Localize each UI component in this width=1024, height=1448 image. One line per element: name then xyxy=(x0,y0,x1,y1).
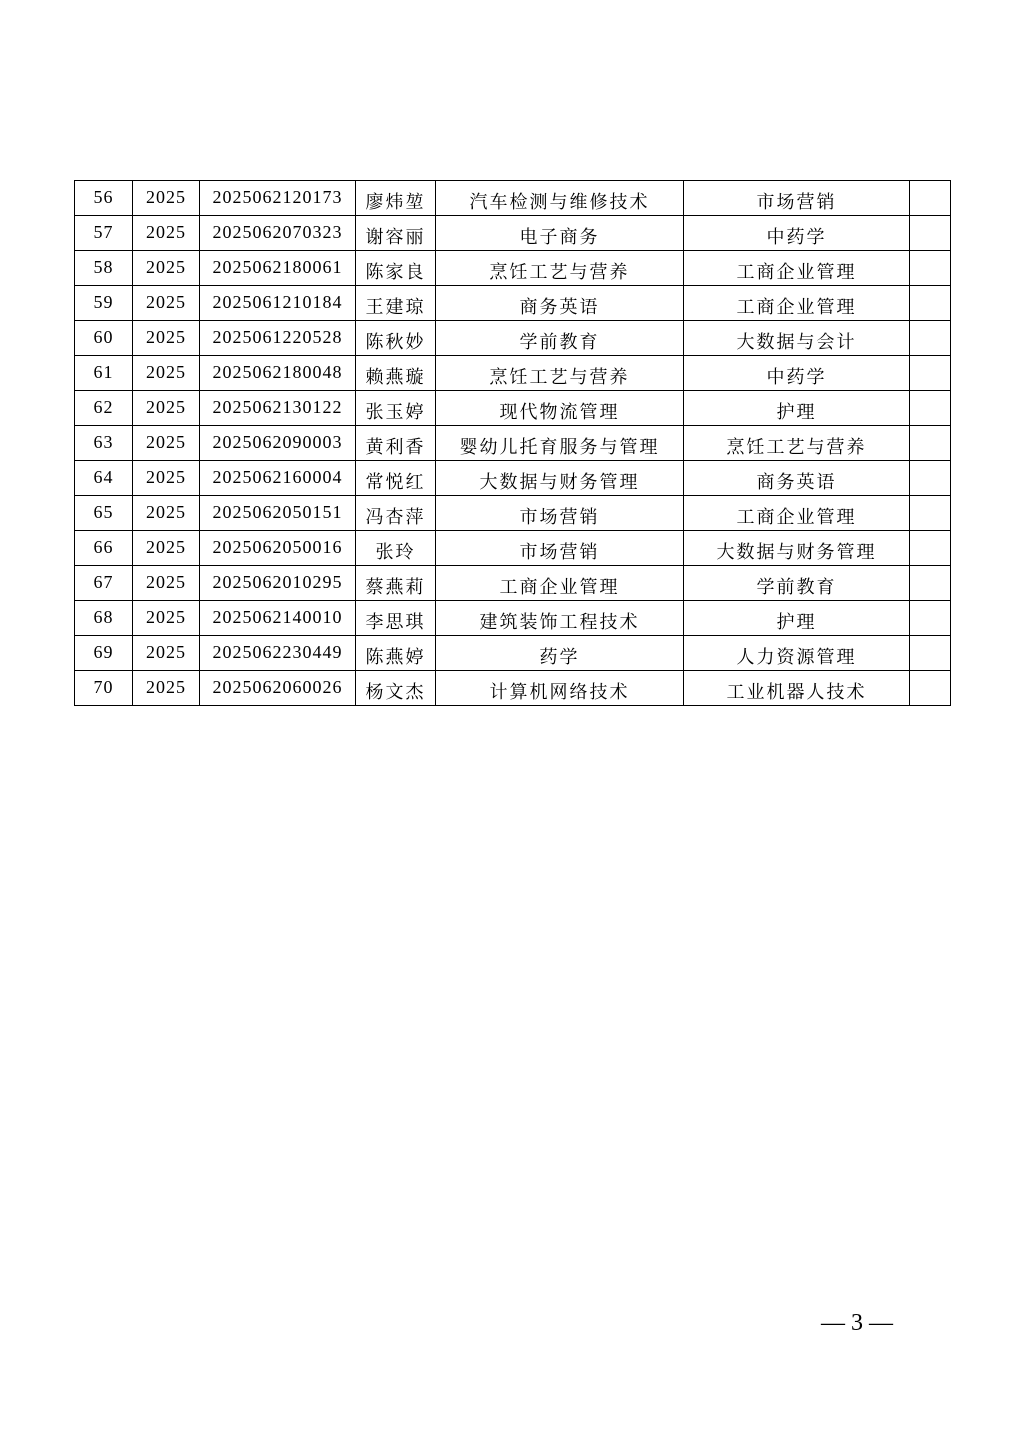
cell-student-id: 2025062140010 xyxy=(200,601,356,636)
cell-original-major: 婴幼儿托育服务与管理 xyxy=(436,426,684,461)
cell-student-id: 2025061210184 xyxy=(200,286,356,321)
cell-new-major: 护理 xyxy=(684,391,910,426)
cell-student-id: 2025062160004 xyxy=(200,461,356,496)
cell-number: 60 xyxy=(75,321,133,356)
table-row xyxy=(75,601,951,636)
cell-new-major: 市场营销 xyxy=(684,181,910,216)
cell-student-id: 2025062070323 xyxy=(200,216,356,251)
cell-original-major: 电子商务 xyxy=(436,216,684,251)
table-row xyxy=(75,426,951,461)
cell-note xyxy=(910,426,951,461)
table-row xyxy=(75,566,951,601)
cell-student-name: 蔡燕莉 xyxy=(356,566,436,601)
cell-original-major: 大数据与财务管理 xyxy=(436,461,684,496)
cell-student-name: 廖炜堃 xyxy=(356,181,436,216)
cell-new-major: 中药学 xyxy=(684,356,910,391)
transfer-list-table xyxy=(74,180,951,706)
cell-note xyxy=(910,251,951,286)
table-row xyxy=(75,391,951,426)
cell-number: 64 xyxy=(75,461,133,496)
cell-number: 62 xyxy=(75,391,133,426)
cell-number: 59 xyxy=(75,286,133,321)
cell-year: 2025 xyxy=(133,496,200,531)
cell-number: 61 xyxy=(75,356,133,391)
cell-note xyxy=(910,636,951,671)
cell-number: 58 xyxy=(75,251,133,286)
cell-number: 57 xyxy=(75,216,133,251)
cell-new-major: 工业机器人技术 xyxy=(684,671,910,706)
cell-note xyxy=(910,216,951,251)
cell-original-major: 汽车检测与维修技术 xyxy=(436,181,684,216)
cell-note xyxy=(910,356,951,391)
cell-year: 2025 xyxy=(133,601,200,636)
cell-year: 2025 xyxy=(133,461,200,496)
cell-note xyxy=(910,531,951,566)
cell-number: 65 xyxy=(75,496,133,531)
cell-original-major: 计算机网络技术 xyxy=(436,671,684,706)
cell-student-name: 谢容丽 xyxy=(356,216,436,251)
cell-year: 2025 xyxy=(133,216,200,251)
cell-year: 2025 xyxy=(133,531,200,566)
cell-new-major: 工商企业管理 xyxy=(684,251,910,286)
table-row xyxy=(75,251,951,286)
table-row xyxy=(75,671,951,706)
cell-student-name: 王建琼 xyxy=(356,286,436,321)
cell-year: 2025 xyxy=(133,251,200,286)
cell-new-major: 大数据与会计 xyxy=(684,321,910,356)
cell-note xyxy=(910,671,951,706)
cell-new-major: 护理 xyxy=(684,601,910,636)
cell-number: 63 xyxy=(75,426,133,461)
cell-number: 67 xyxy=(75,566,133,601)
cell-student-id: 2025062180048 xyxy=(200,356,356,391)
cell-original-major: 市场营销 xyxy=(436,496,684,531)
cell-original-major: 现代物流管理 xyxy=(436,391,684,426)
cell-note xyxy=(910,461,951,496)
cell-number: 66 xyxy=(75,531,133,566)
cell-original-major: 建筑装饰工程技术 xyxy=(436,601,684,636)
cell-student-id: 2025062050016 xyxy=(200,531,356,566)
table-row xyxy=(75,531,951,566)
table-body xyxy=(75,181,951,706)
cell-year: 2025 xyxy=(133,391,200,426)
cell-student-name: 张玲 xyxy=(356,531,436,566)
cell-new-major: 烹饪工艺与营养 xyxy=(684,426,910,461)
table-row xyxy=(75,636,951,671)
cell-student-id: 2025061220528 xyxy=(200,321,356,356)
cell-student-name: 冯杏萍 xyxy=(356,496,436,531)
cell-note xyxy=(910,391,951,426)
cell-note xyxy=(910,566,951,601)
cell-original-major: 药学 xyxy=(436,636,684,671)
cell-new-major: 工商企业管理 xyxy=(684,286,910,321)
cell-note xyxy=(910,601,951,636)
cell-student-name: 常悦红 xyxy=(356,461,436,496)
table-row xyxy=(75,216,951,251)
cell-year: 2025 xyxy=(133,286,200,321)
cell-year: 2025 xyxy=(133,671,200,706)
cell-student-id: 2025062120173 xyxy=(200,181,356,216)
cell-student-id: 2025062050151 xyxy=(200,496,356,531)
cell-year: 2025 xyxy=(133,356,200,391)
table-row xyxy=(75,461,951,496)
cell-note xyxy=(910,496,951,531)
cell-original-major: 工商企业管理 xyxy=(436,566,684,601)
cell-original-major: 烹饪工艺与营养 xyxy=(436,356,684,391)
cell-new-major: 商务英语 xyxy=(684,461,910,496)
cell-year: 2025 xyxy=(133,566,200,601)
cell-student-id: 2025062090003 xyxy=(200,426,356,461)
cell-year: 2025 xyxy=(133,181,200,216)
cell-number: 56 xyxy=(75,181,133,216)
cell-new-major: 学前教育 xyxy=(684,566,910,601)
cell-student-name: 陈秋妙 xyxy=(356,321,436,356)
table-row xyxy=(75,321,951,356)
cell-student-id: 2025062180061 xyxy=(200,251,356,286)
cell-number: 68 xyxy=(75,601,133,636)
cell-new-major: 中药学 xyxy=(684,216,910,251)
cell-student-name: 黄利香 xyxy=(356,426,436,461)
cell-number: 70 xyxy=(75,671,133,706)
cell-original-major: 商务英语 xyxy=(436,286,684,321)
cell-student-name: 陈家良 xyxy=(356,251,436,286)
cell-note xyxy=(910,286,951,321)
cell-student-name: 张玉婷 xyxy=(356,391,436,426)
cell-number: 69 xyxy=(75,636,133,671)
cell-student-id: 2025062010295 xyxy=(200,566,356,601)
page-number: — 3 — xyxy=(821,1310,893,1336)
cell-student-name: 陈燕婷 xyxy=(356,636,436,671)
cell-new-major: 工商企业管理 xyxy=(684,496,910,531)
cell-year: 2025 xyxy=(133,321,200,356)
cell-new-major: 人力资源管理 xyxy=(684,636,910,671)
cell-year: 2025 xyxy=(133,636,200,671)
cell-original-major: 烹饪工艺与营养 xyxy=(436,251,684,286)
cell-student-id: 2025062060026 xyxy=(200,671,356,706)
table-row xyxy=(75,286,951,321)
table-row xyxy=(75,181,951,216)
cell-student-id: 2025062230449 xyxy=(200,636,356,671)
cell-new-major: 大数据与财务管理 xyxy=(684,531,910,566)
cell-note xyxy=(910,321,951,356)
cell-student-name: 赖燕璇 xyxy=(356,356,436,391)
table-row xyxy=(75,356,951,391)
cell-original-major: 学前教育 xyxy=(436,321,684,356)
table-row xyxy=(75,496,951,531)
cell-student-name: 李思琪 xyxy=(356,601,436,636)
cell-original-major: 市场营销 xyxy=(436,531,684,566)
cell-student-name: 杨文杰 xyxy=(356,671,436,706)
cell-student-id: 2025062130122 xyxy=(200,391,356,426)
cell-year: 2025 xyxy=(133,426,200,461)
cell-note xyxy=(910,181,951,216)
